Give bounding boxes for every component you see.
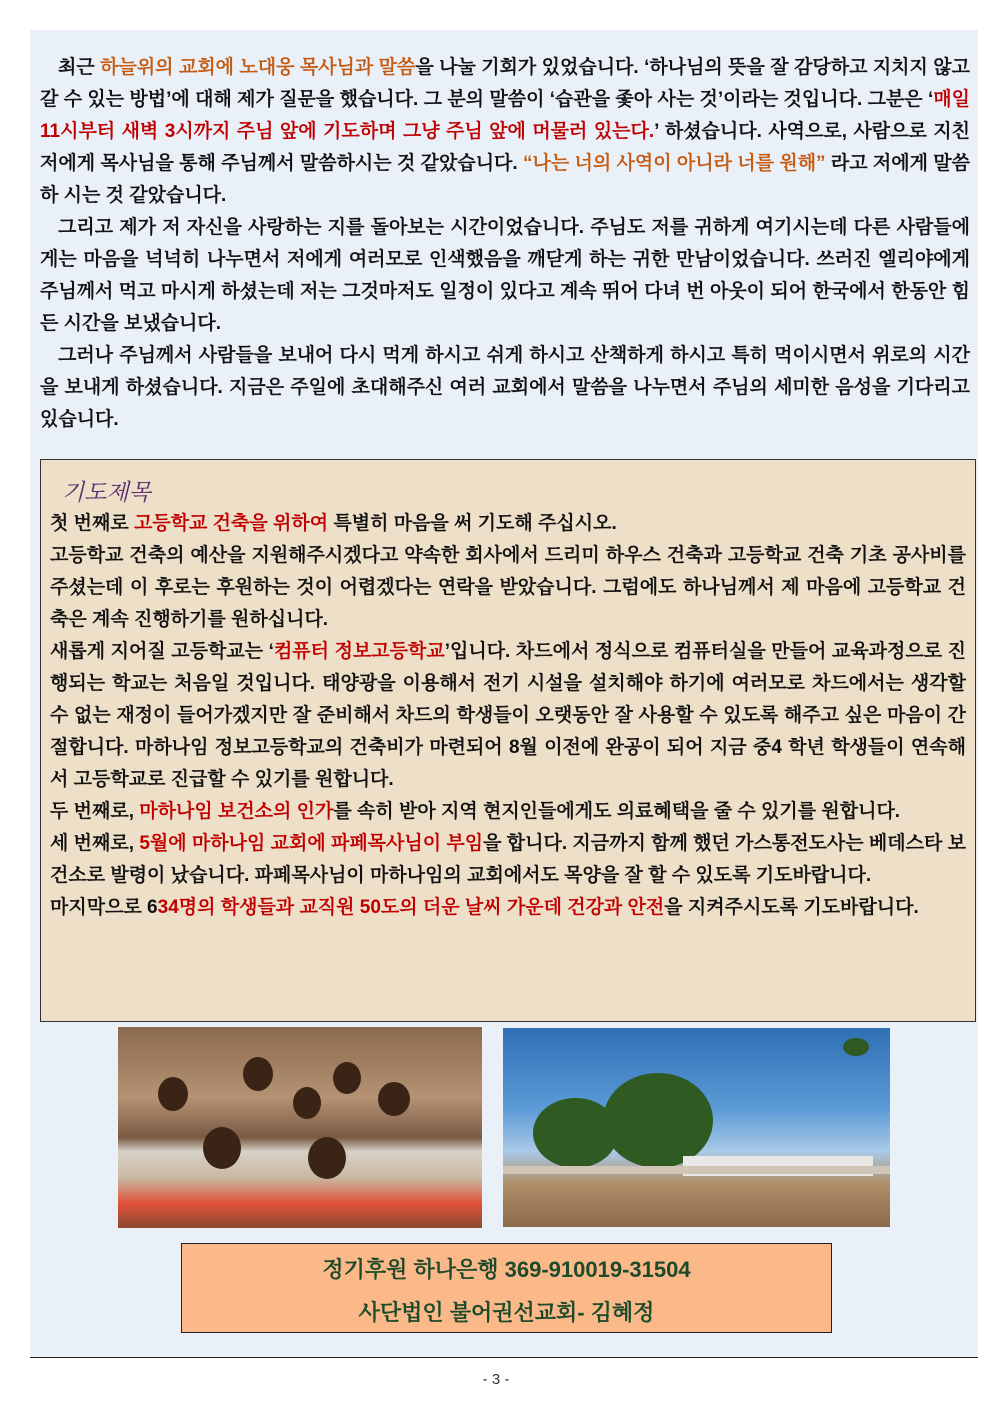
highlighted-text: “나는 너의 사역이 아니라 너를 원해” xyxy=(523,153,826,174)
text-run: 마지막으로 6 xyxy=(50,897,158,918)
highlighted-text: 하늘위의 교회에 노대웅 목사님과 말씀 xyxy=(100,57,416,78)
paragraph xyxy=(40,340,970,436)
donation-account: 정기후원 하나은행 369-910019-31504 xyxy=(322,1257,691,1282)
text-run: 그리고 제가 저 자신을 사랑하는 지를 돌아보는 시간이었습니다. 주님도 저를 귀하게 여기시는데 다른 사람들에게는 마음을 넉넉히 나누면서 저에게 여러모로 인색했음을 깨닫게 하는 귀한 만남이었습니다. 쓰러진 엘리야에게 주님께서 먹고 마시게 하셨는데 저는 그것마저도 일정이 있다고 계속 뛰어 다녀 번 아웃이 되어 한국에서 한동안 힘든 시간을 보냈습니다. xyxy=(40,217,970,334)
paragraph xyxy=(40,52,970,212)
text-run: 을 나눌 기회가 있었습니다. ‘하나님의 뜻을 잘 감당하고 지치지 않고 갈 수 있는 방법’에 대해 제가 질문을 했습니다. 그 분의 말씀이 ‘습관을 좇아 사는 것’이라는 것입니다. 그분은 ‘ xyxy=(40,57,970,110)
text-run: 세 번째로, xyxy=(50,833,140,854)
prayer-title: 기도제목 xyxy=(62,480,151,506)
text-run: ’ 하셨습니다. 사역으로, 사람으로 지친 저에게 목사님을 통해 주님께서 말씀하시는 것 같았습니다. xyxy=(40,121,970,174)
paragraph xyxy=(40,212,970,340)
photo-children-at-table xyxy=(118,1027,482,1228)
paragraph xyxy=(50,508,966,540)
prayer-body xyxy=(50,508,966,924)
text-run: 을 합니다. 지금까지 함께 했던 가스통전도사는 베데스타 보건소로 발령이 났습니다. 파페목사님이 마하나임의 교회에서도 목양을 잘 할 수 있도록 기도바랍니다. xyxy=(50,833,966,886)
text-run: 최근 xyxy=(58,57,101,78)
text-run: 두 번째로, xyxy=(50,801,140,822)
paragraph xyxy=(50,828,966,892)
text-run: 새롭게 지어질 고등학교는 ‘ xyxy=(50,641,274,662)
highlighted-text: 매일 11시부터 새벽 3시까지 주님 앞에 기도하며 그냥 주님 앞에 머물러 있는다. xyxy=(40,89,970,142)
highlighted-text: 5월에 마하나임 교회에 파페목사님이 부임 xyxy=(139,833,484,854)
paragraph xyxy=(50,892,966,924)
text-run: 를 속히 받아 지역 현지인들에게도 의료혜택을 줄 수 있기를 원합니다. xyxy=(333,801,901,822)
text-run: 고등학교 건축의 예산을 지원해주시겠다고 약속한 회사에서 드리미 하우스 건축과 고등학교 건축 기초 공사비를 주셨는데 이 후로는 후원하는 것이 어렵겠다는 연락을 받았습니다. 그럼에도 하나님께서 제 마음에 고등학교 건축은 계속 진행하기를 원하십니다. xyxy=(50,545,966,630)
paragraph xyxy=(50,636,966,796)
highlighted-text: 컴퓨터 정보고등학교 xyxy=(273,641,445,662)
intro-section xyxy=(40,52,970,436)
text-run: ’입니다. 차드에서 정식으로 컴퓨터실을 만들어 교육과정으로 진행되는 학교는 처음일 것입니다. 태양광을 이용해서 전기 시설을 설치해야 하기에 여러모로 차드에서는 생각할 수 없는 재정이 들어가겠지만 잘 준비해서 차드의 학생들이 오랫동안 잘 사용할 수 있도록 해주고 싶은 마음이 간절합니다. 마하나임 정보고등학교의 건축비가 마련되어 8월 이전에 완공이 되어 지금 중4 학년 학생들이 연속해서 고등학교로 진급할 수 있기를 원합니다. xyxy=(50,641,967,790)
page-number: - 3 - xyxy=(482,1371,510,1388)
text-run: 라고 저에게 말씀하 시는 것 같았습니다. xyxy=(40,153,970,206)
prayer-box xyxy=(40,459,976,1022)
donation-box xyxy=(181,1243,832,1333)
highlighted-text: 34명의 학생들과 교직원 50도의 더운 날씨 가운데 건강과 안전 xyxy=(157,897,665,918)
highlighted-text: 마하나임 보건소의 인가 xyxy=(139,801,334,822)
text-run: 특별히 마음을 써 기도해 주십시오. xyxy=(328,513,617,534)
footer-divider xyxy=(30,1357,978,1358)
donation-recipient: 사단법인 불어권선교회- 김혜정 xyxy=(358,1300,655,1325)
text-run: 을 지켜주시도록 기도바랍니다. xyxy=(664,897,919,918)
text-run: 그러나 주님께서 사람들을 보내어 다시 먹게 하시고 쉬게 하시고 산책하게 하시고 특히 먹이시면서 위로의 시간을 보내게 하셨습니다. 지금은 주일에 초대해주신 여러 교회에서 말씀을 나누면서 주님의 세미한 음성을 기다리고 있습니다. xyxy=(40,345,970,430)
highlighted-text: 고등학교 건축을 위하여 xyxy=(133,513,329,534)
text-run: 첫 번째로 xyxy=(50,513,134,534)
photo-school-grounds xyxy=(503,1028,890,1227)
paragraph xyxy=(50,796,966,828)
paragraph xyxy=(50,540,966,636)
